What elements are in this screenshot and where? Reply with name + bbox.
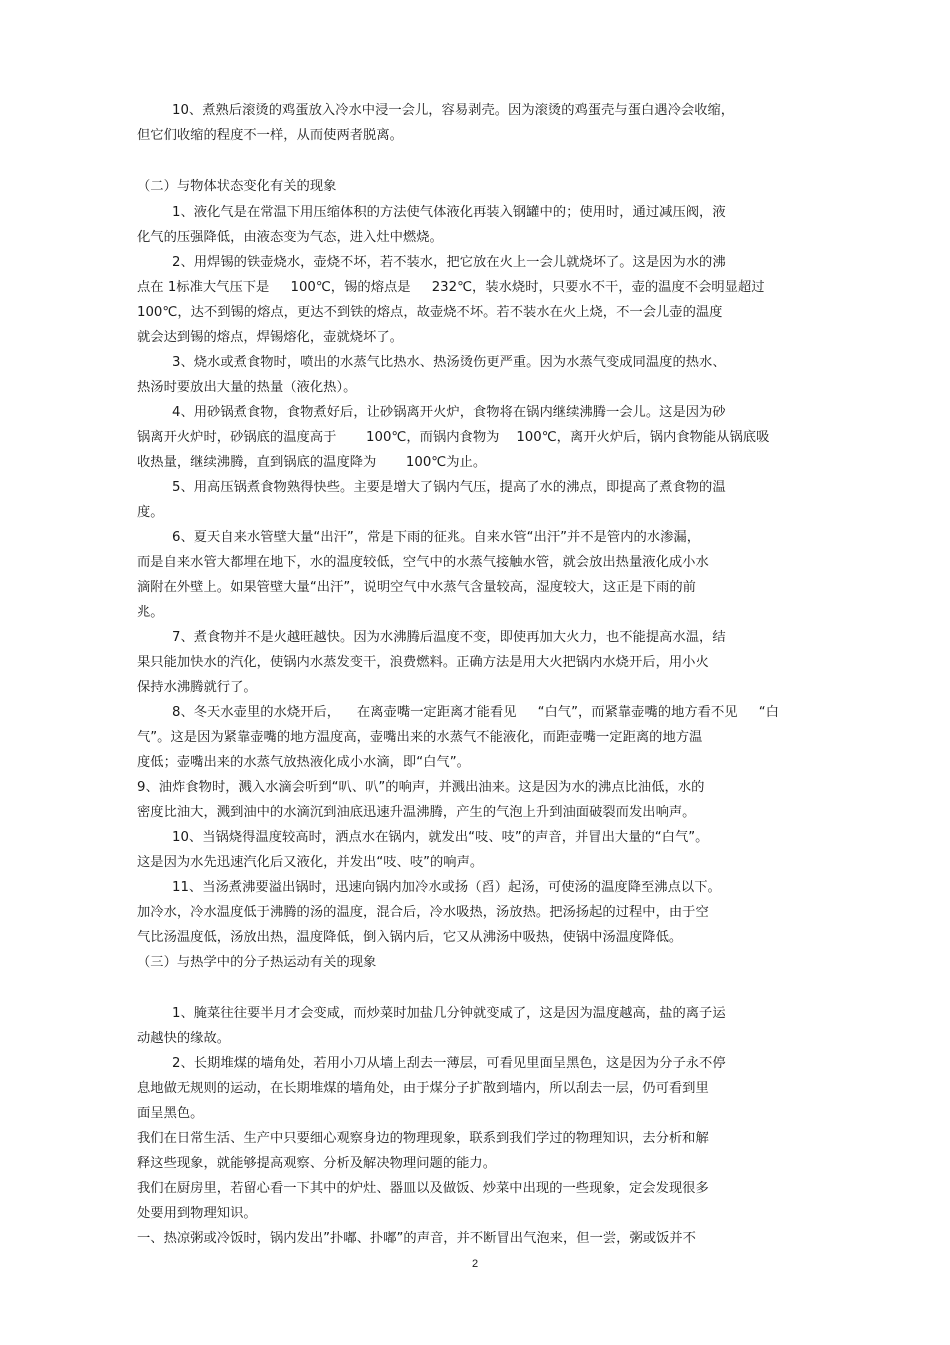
text-line: 滴附在外壁上。如果管壁大量“出汗”，说明空气中水蒸气含量较高，湿度较大，这正是下雨的前	[137, 580, 696, 595]
text-line: 8、冬天水壶里的水烧开后， 在离壶嘴一定距离才能看见 “白气”，而紧靠壶嘴的地方看不见 “白	[172, 705, 779, 720]
text-line: 但它们收缩的程度不一样，从而使两者脱离。	[137, 128, 403, 143]
text-line: 息地做无规则的运动，在长期堆煤的墙角处，由于煤分子扩散到墙内，所以刮去一层，仍可看到里	[137, 1081, 709, 1096]
text-line: 动越快的缘故。	[137, 1031, 231, 1046]
text-line: 100℃，达不到锡的熔点，更达不到铁的熔点，故壶烧不坏。若不装水在火上烧，不一会儿壶的温度	[137, 305, 723, 320]
text-line: 3、烧水或煮食物时，喷出的水蒸气比热水、热汤烫伤更严重。因为水蒸气变成同温度的热水、	[172, 355, 726, 370]
text-line: 我们在厨房里，若留心看一下其中的炉灶、器皿以及做饭、炒菜中出现的一些现象，定会发现很多	[137, 1181, 709, 1196]
text-line: 密度比油大，溅到油中的水滴沉到油底迅速升温沸腾，产生的气泡上升到油面破裂而发出响声。	[137, 805, 696, 820]
text-line: 度。	[137, 505, 164, 520]
section-heading: （二）与物体状态变化有关的现象	[137, 179, 337, 194]
text-line: 2、长期堆煤的墙角处，若用小刀从墙上刮去一薄层，可看见里面呈黑色，这是因为分子永不停	[172, 1056, 726, 1071]
text-line: 热汤时要放出大量的热量（液化热）。	[137, 380, 357, 395]
text-line: 就会达到锡的熔点，焊锡熔化，壶就烧坏了。	[137, 330, 403, 345]
text-line: 锅离开火炉时，砂锅底的温度高于 100℃，而锅内食物为 100℃，离开火炉后，锅内食物能从锅底吸	[137, 430, 770, 445]
text-line: 度低；壶嘴出来的水蒸气放热液化成小水滴，即“白气”。	[137, 755, 470, 770]
text-line: 6、夏天自来水管壁大量“出汗”，常是下雨的征兆。自来水管“出汗”并不是管内的水渗漏，	[172, 530, 700, 545]
text-line: 5、用高压锅煮食物熟得快些。主要是增大了锅内气压，提高了水的沸点，即提高了煮食物的温	[172, 480, 726, 495]
text-line: 点在 1标准大气压下是 100℃，锡的熔点是 232℃，装水烧时，只要水不干，壶的温度不会明显超过	[137, 280, 765, 295]
text-line: 这是因为水先迅速汽化后又液化，并发出“吱、吱”的响声。	[137, 855, 484, 870]
text-line: 9、油炸食物时，溅入水滴会听到“叭、叭”的响声，并溅出油来。这是因为水的沸点比油低，水的	[137, 780, 705, 795]
text-line: 保持水沸腾就行了。	[137, 680, 257, 695]
text-line: 我们在日常生活、生产中只要细心观察身边的物理现象，联系到我们学过的物理知识，去分析和解	[137, 1131, 709, 1146]
text-line: 收热量，继续沸腾，直到锅底的温度降为 100℃为止。	[137, 455, 487, 470]
text-line: 气”。这是因为紧靠壶嘴的地方温度高，壶嘴出来的水蒸气不能液化，而距壶嘴一定距离的地方温	[137, 730, 703, 745]
text-line: 10、当锅烧得温度较高时，洒点水在锅内，就发出“吱、吱”的声音，并冒出大量的“白气”。	[172, 830, 709, 845]
text-line: 面呈黑色。	[137, 1106, 204, 1121]
text-line: 果只能加快水的汽化，使锅内水蒸发变干，浪费燃料。正确方法是用大火把锅内水烧开后，用小火	[137, 655, 709, 670]
text-line: 而是自来水管大都埋在地下，水的温度较低，空气中的水蒸气接触水管，就会放出热量液化成小水	[137, 555, 709, 570]
text-line: 10、煮熟后滚烫的鸡蛋放入冷水中浸一会儿，容易剥壳。因为滚烫的鸡蛋壳与蛋白遇冷会收缩，	[172, 103, 735, 118]
section-heading: （三）与热学中的分子热运动有关的现象	[137, 955, 377, 970]
text-line: 兆。	[137, 605, 164, 620]
text-line: 2、用焊锡的铁壶烧水，壶烧不坏，若不装水，把它放在火上一会儿就烧坏了。这是因为水的沸	[172, 255, 726, 270]
text-line: 释这些现象，就能够提高观察、分析及解决物理问题的能力。	[137, 1156, 497, 1171]
text-line: 1、腌菜往往要半月才会变咸，而炒菜时加盐几分钟就变咸了，这是因为温度越高，盐的离子运	[172, 1006, 726, 1021]
page-number: 2	[471, 1258, 479, 1270]
text-line: 1、液化气是在常温下用压缩体积的方法使气体液化再装入钢罐中的；使用时，通过减压阀，液	[172, 205, 726, 220]
text-line: 4、用砂锅煮食物，食物煮好后，让砂锅离开火炉，食物将在锅内继续沸腾一会儿。这是因为砂	[172, 405, 726, 420]
text-line: 11、当汤煮沸要溢出锅时，迅速向锅内加冷水或扬（舀）起汤，可使汤的温度降至沸点以下。	[172, 880, 721, 895]
text-line: 7、煮食物并不是火越旺越快。因为水沸腾后温度不变，即使再加大火力，也不能提高水温，结	[172, 630, 726, 645]
text-line: 处要用到物理知识。	[137, 1206, 257, 1221]
text-line: 气比汤温度低，汤放出热，温度降低，倒入锅内后，它又从沸汤中吸热，使锅中汤温度降低。	[137, 930, 683, 945]
text-line: 加冷水，冷水温度低于沸腾的汤的温度，混合后，冷水吸热，汤放热。把汤扬起的过程中，由于空	[137, 905, 709, 920]
text-line: 一、热凉粥或冷饭时，锅内发出”扑嘟、扑嘟”的声音，并不断冒出气泡来，但一尝，粥或饭并不	[137, 1231, 696, 1246]
text-line: 化气的压强降低，由液态变为气态，进入灶中燃烧。	[137, 230, 443, 245]
